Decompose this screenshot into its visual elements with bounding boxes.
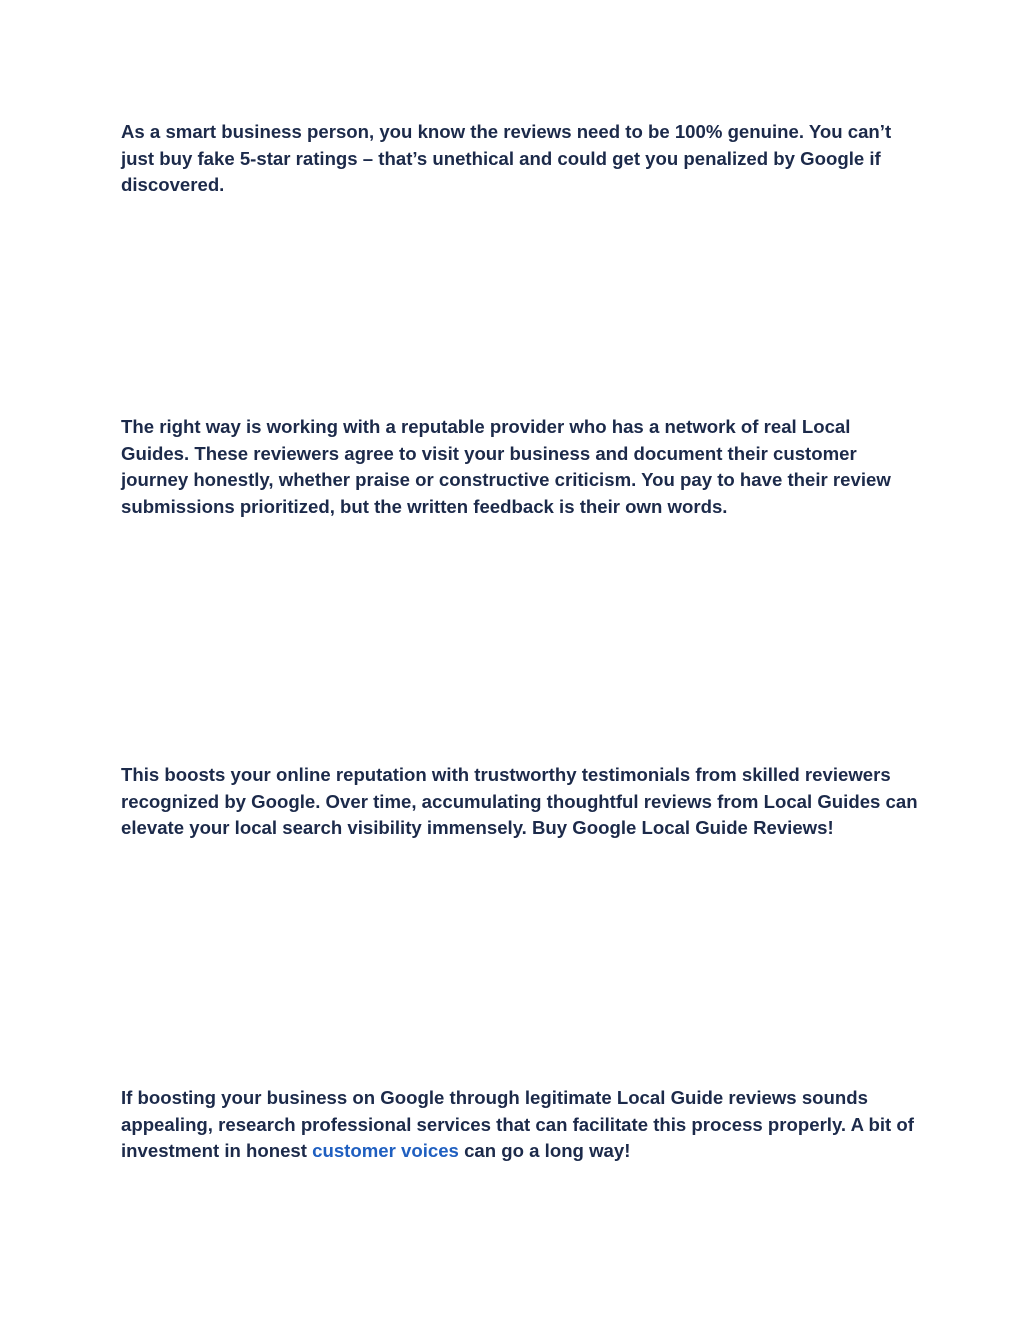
- paragraph-genuine-reviews: As a smart business person, you know the reviews need to be 100% genuine. You can’t just buy fake 5-star ratings – that’s unethical and could get you penalized by Google if discovered.: [121, 121, 892, 196]
- paragraph-closing: [121, 1085, 921, 1165]
- paragraph-reputation-boost: This boosts your online reputation with trustworthy testimonials from skilled reviewers recognized by Google. Over time, accumulating thoughtful reviews from Local Guides can elevate your local search visibility immensely. Buy Google Local Guide Reviews!: [121, 764, 918, 839]
- closing-text-before: If boosting your business on Google through legitimate Local Guide reviews sounds appealing, research professional services that can facilitate this process properly. A bit of investment in honest: [121, 1087, 914, 1162]
- closing-text-after: can go a long way!: [458, 1140, 631, 1162]
- paragraph-local-guides-provider: The right way is working with a reputable provider who has a network of real Local Guides. These reviewers agree to visit your business and document their customer journey honestly, whether praise or constructive criticism. You pay to have their review submissions prioritized, but the written feedback is their own words.: [121, 416, 891, 517]
- customer-voices-link[interactable]: customer voices: [312, 1140, 459, 1162]
